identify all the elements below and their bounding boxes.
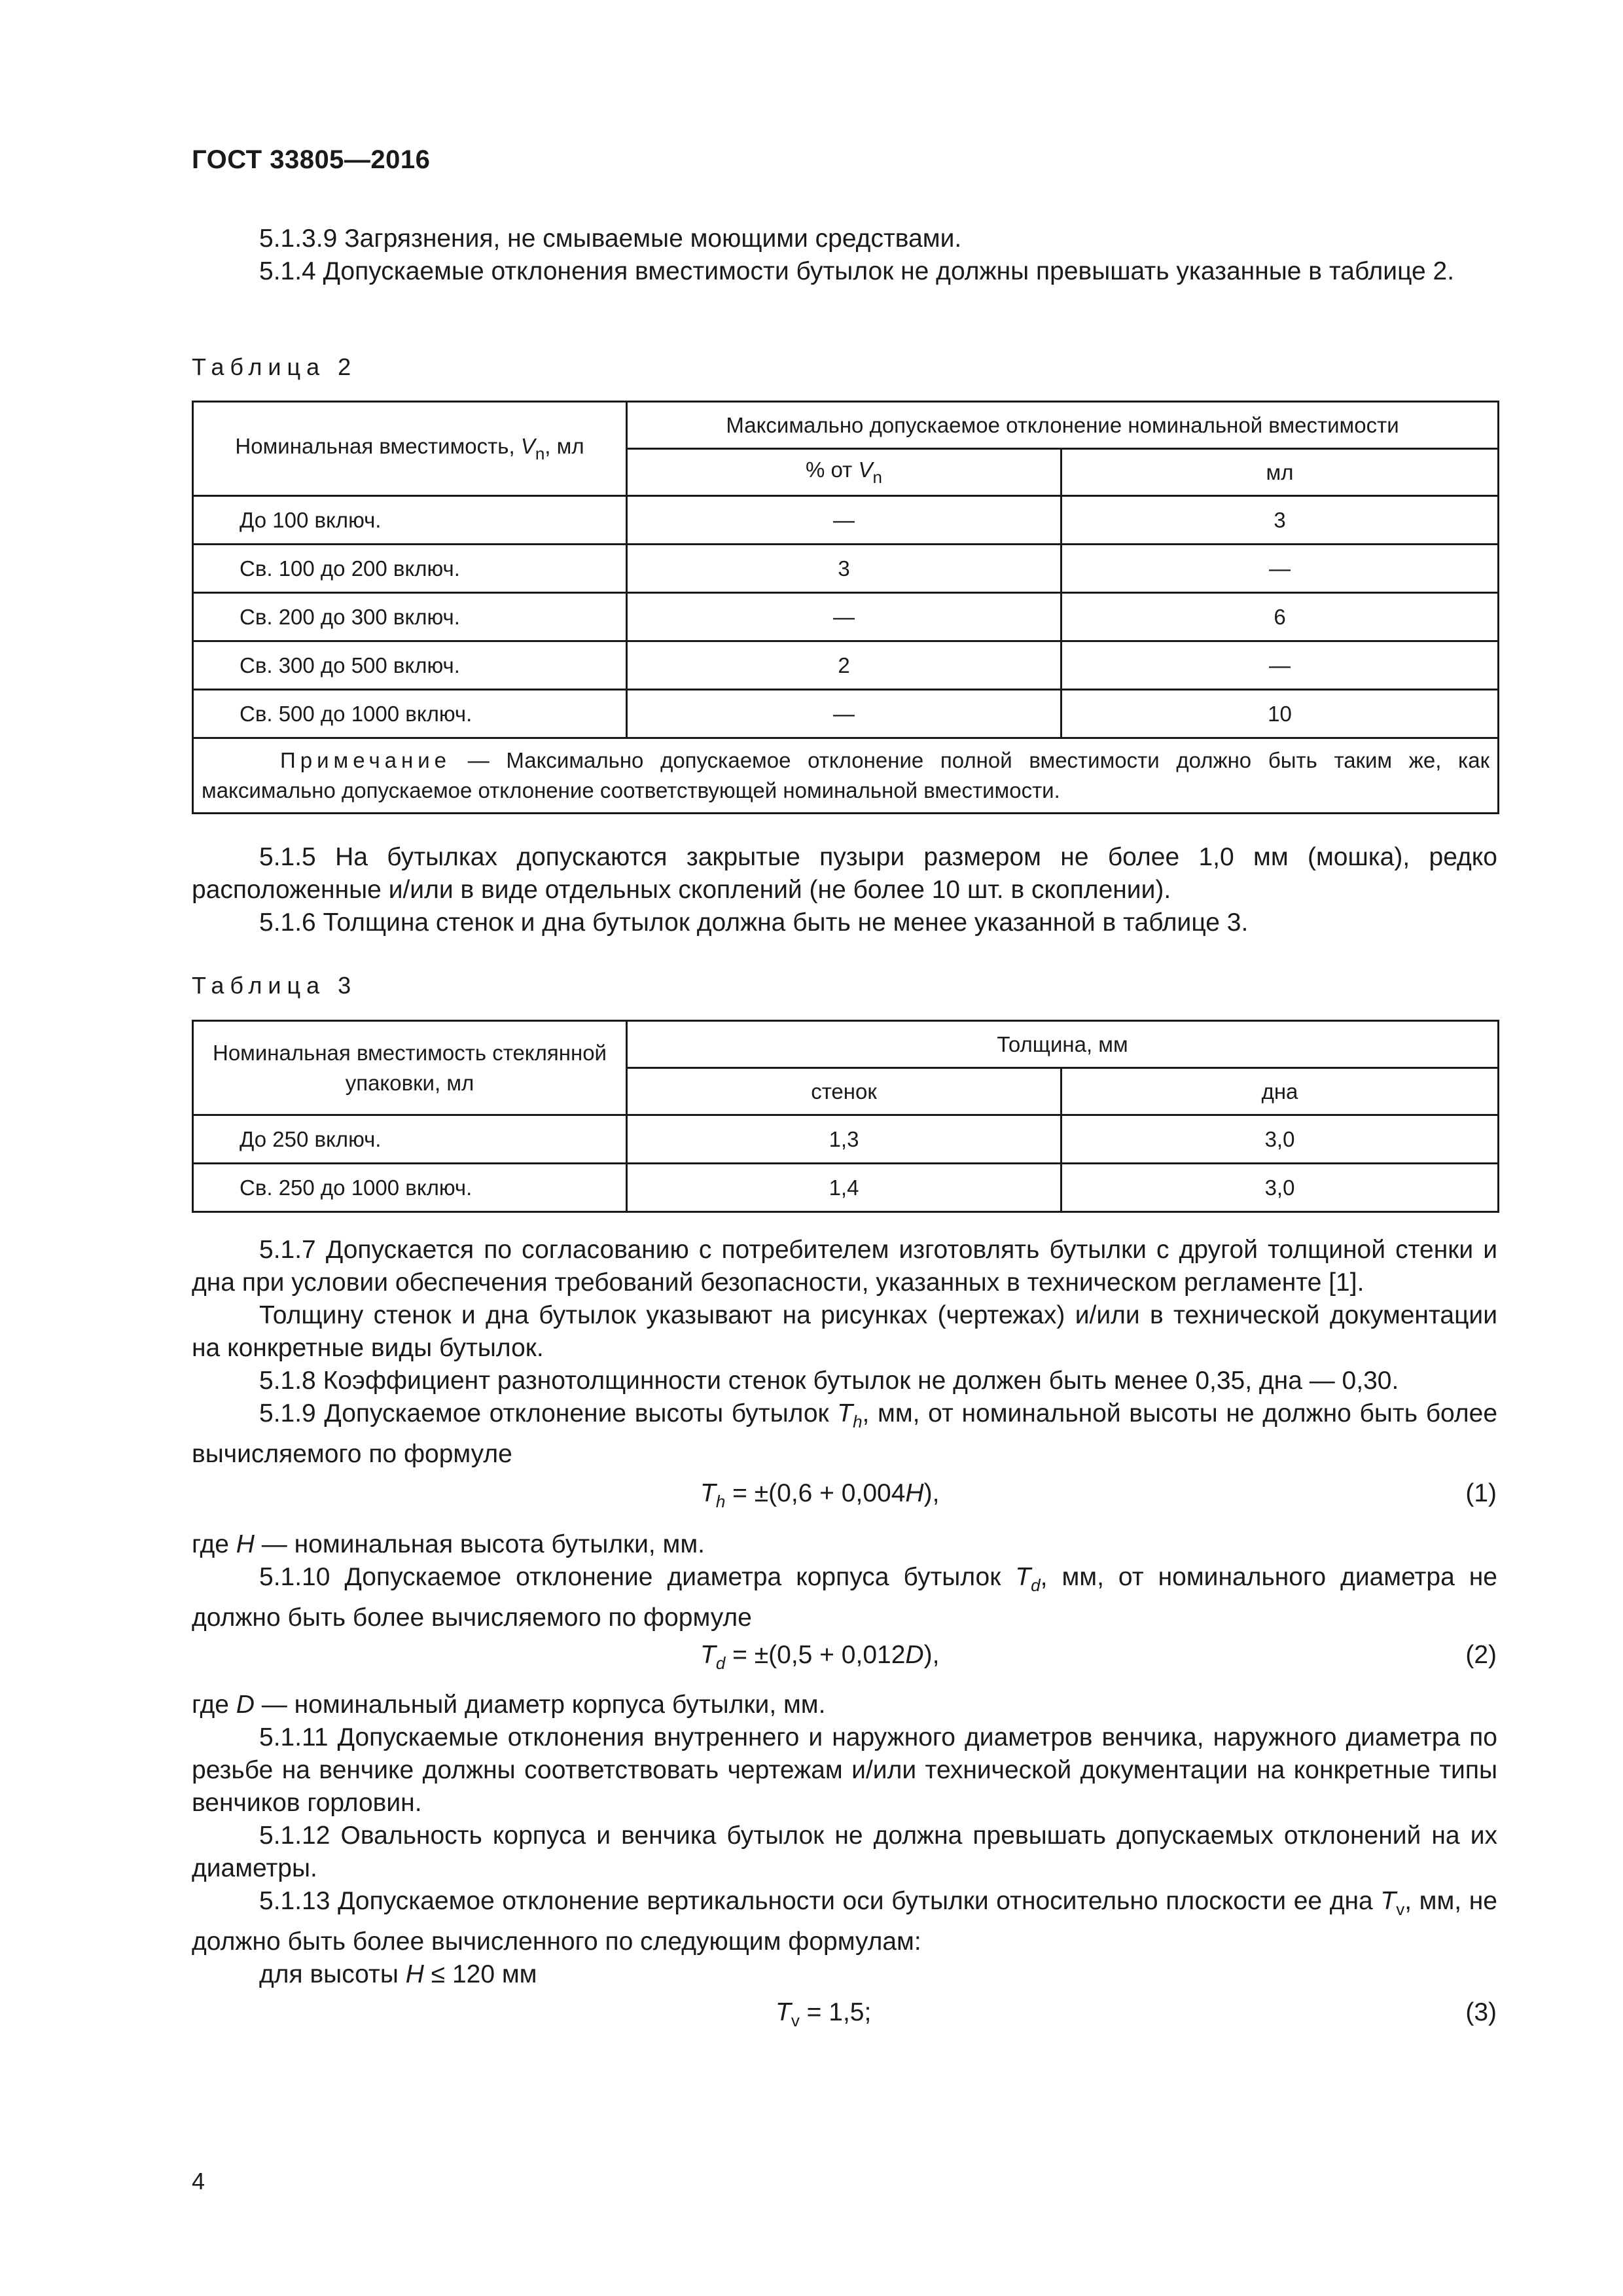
table-row	[193, 496, 1499, 545]
table-cell: 3	[627, 545, 1061, 593]
formula-2: $T_d = \pm(0,5 + 0,012D)$,	[700, 1641, 940, 1673]
clause-5-1-12: 5.1.12 Овальность корпуса и венчика бутылок не должна превышать допускаемых отклонений на их диаметры.	[192, 1821, 1497, 1882]
table-cell: Св. 500 до 1000 включ.	[193, 690, 627, 738]
note-text: — Максимально допускаемое отклонение полной вместимости должно быть таким же, как максимально допускаемое отклонение соответствующей номинальной вместимости.	[202, 748, 1490, 802]
table-cell: До 100 включ.	[193, 496, 627, 545]
table-3	[192, 1020, 1499, 1213]
table-cell: Св. 200 до 300 включ.	[193, 593, 627, 641]
body-block-1	[192, 1234, 1497, 1471]
table-row	[193, 593, 1499, 641]
document-header: ГОСТ 33805—2016	[192, 145, 431, 174]
clause-5-1-7: 5.1.7 Допускается по согласованию с потребителем изготовлять бутылки с другой толщиной стенки и дна при условии обеспечения требований безопасности, указанных в техническом регламенте [1].	[192, 1236, 1497, 1297]
table-2-note	[193, 738, 1499, 814]
clause-5-1-11: 5.1.11 Допускаемые отклонения внутреннего и наружного диаметров венчика, наружного диаметра по резьбе на венчике должны соответствовать чертежам и/или технической документации на конкретные типы венчиков горловин.	[192, 1723, 1497, 1817]
body-block-3	[192, 1689, 1497, 1991]
clause-5-1-3-9: 5.1.3.9 Загрязнения, не смываемые моющими средствами.	[259, 224, 962, 253]
table-row	[193, 1115, 1499, 1164]
table-row	[193, 641, 1499, 690]
table-cell: 3	[1061, 496, 1499, 545]
table-cell: 2	[627, 641, 1061, 690]
formula-1-number: (1)	[1465, 1479, 1497, 1507]
clause-5-1-7-b: Толщину стенок и дна бутылок указывают на рисунках (чертежах) и/или в технической документации на конкретные виды бутылок.	[192, 1301, 1497, 1362]
table-cell: 6	[1061, 593, 1499, 641]
table-2-head-percent: % от $V_n$	[627, 449, 1061, 496]
clause-5-1-9: 5.1.9 Допускаемое отклонение высоты бутылок $T_h$, мм, от номинальной высоты не должно быть более вычисляемого по формуле	[192, 1399, 1498, 1468]
table-3-head-capacity: Номинальная вместимость стеклянной упаковки, мл	[193, 1021, 627, 1115]
table-3-head-wall: стенок	[627, 1068, 1061, 1115]
clause-5-1-13: 5.1.13 Допускаемое отклонение вертикальности оси бутылки относительно плоскости ее дна $T_v$, мм, не должно быть более вычисленного по следующим формулам:	[192, 1887, 1497, 1956]
formula-1: $T_h = \pm(0,6 + 0,004H)$,	[700, 1479, 940, 1511]
table-row	[193, 690, 1499, 738]
clause-5-1-5: 5.1.5 На бутылках допускаются закрытые пузыри размером не более 1,0 мм (мошка), редко расположенные и/или в виде отдельных скоплений (не более 10 шт. в скоплении).	[192, 843, 1497, 904]
formula-2-number: (2)	[1465, 1641, 1497, 1669]
where-h: где H — номинальная высота бутылки, мм.	[192, 1530, 705, 1558]
clause-5-1-10: 5.1.10 Допускаемое отклонение диаметра корпуса бутылок $T_d$, мм, от номинального диаметра не должно быть более вычисляемого по формуле	[192, 1563, 1497, 1632]
table-2-head-group: Максимально допускаемое отклонение номинальной вместимости	[627, 402, 1499, 449]
table-cell: Св. 250 до 1000 включ.	[193, 1164, 627, 1212]
table-2	[192, 401, 1499, 814]
table-cell: 10	[1061, 690, 1499, 738]
table-cell: 1,3	[627, 1115, 1061, 1164]
table-cell: —	[627, 690, 1061, 738]
height-condition: для высоты H ≤ 120 мм	[259, 1960, 537, 1988]
table-cell: 1,4	[627, 1164, 1061, 1212]
table-cell: —	[627, 496, 1061, 545]
mid-block	[192, 841, 1497, 939]
table-3-caption: Таблица 3	[192, 972, 357, 999]
table-2-head-ml: мл	[1061, 449, 1499, 496]
table-cell: —	[1061, 641, 1499, 690]
table-3-head-bottom: дна	[1061, 1068, 1499, 1115]
clause-5-1-6: 5.1.6 Толщина стенок и дна бутылок должна быть не менее указанной в таблице 3.	[259, 908, 1249, 937]
table-cell: Св. 100 до 200 включ.	[193, 545, 627, 593]
table-cell: —	[1061, 545, 1499, 593]
table-cell: —	[627, 593, 1061, 641]
table-cell: Св. 300 до 500 включ.	[193, 641, 627, 690]
table-cell: 3,0	[1061, 1115, 1499, 1164]
page-number: 4	[192, 2168, 205, 2195]
clause-5-1-8: 5.1.8 Коэффициент разнотолщинности стенок бутылок не должен быть менее 0,35, дна — 0,30.	[259, 1367, 1399, 1395]
table-row	[193, 1164, 1499, 1212]
note-label: Примечание	[280, 748, 452, 772]
table-2-head-capacity: Номинальная вместимость, $V_n$, мл	[193, 402, 627, 496]
clause-5-1-4: 5.1.4 Допускаемые отклонения вместимости бутылок не должны превышать указанные в таблице 2.	[259, 257, 1455, 285]
formula-3: $T_v = 1,5$;	[776, 1998, 872, 2030]
table-3-head-group: Толщина, мм	[627, 1021, 1499, 1068]
where-d: где D — номинальный диаметр корпуса бутылки, мм.	[192, 1691, 826, 1719]
table-2-caption: Таблица 2	[192, 353, 357, 380]
table-cell: 3,0	[1061, 1164, 1499, 1212]
intro-block	[192, 223, 1497, 288]
body-block-2	[192, 1528, 1497, 1634]
table-cell: До 250 включ.	[193, 1115, 627, 1164]
table-row	[193, 545, 1499, 593]
formula-3-number: (3)	[1465, 1998, 1497, 2026]
